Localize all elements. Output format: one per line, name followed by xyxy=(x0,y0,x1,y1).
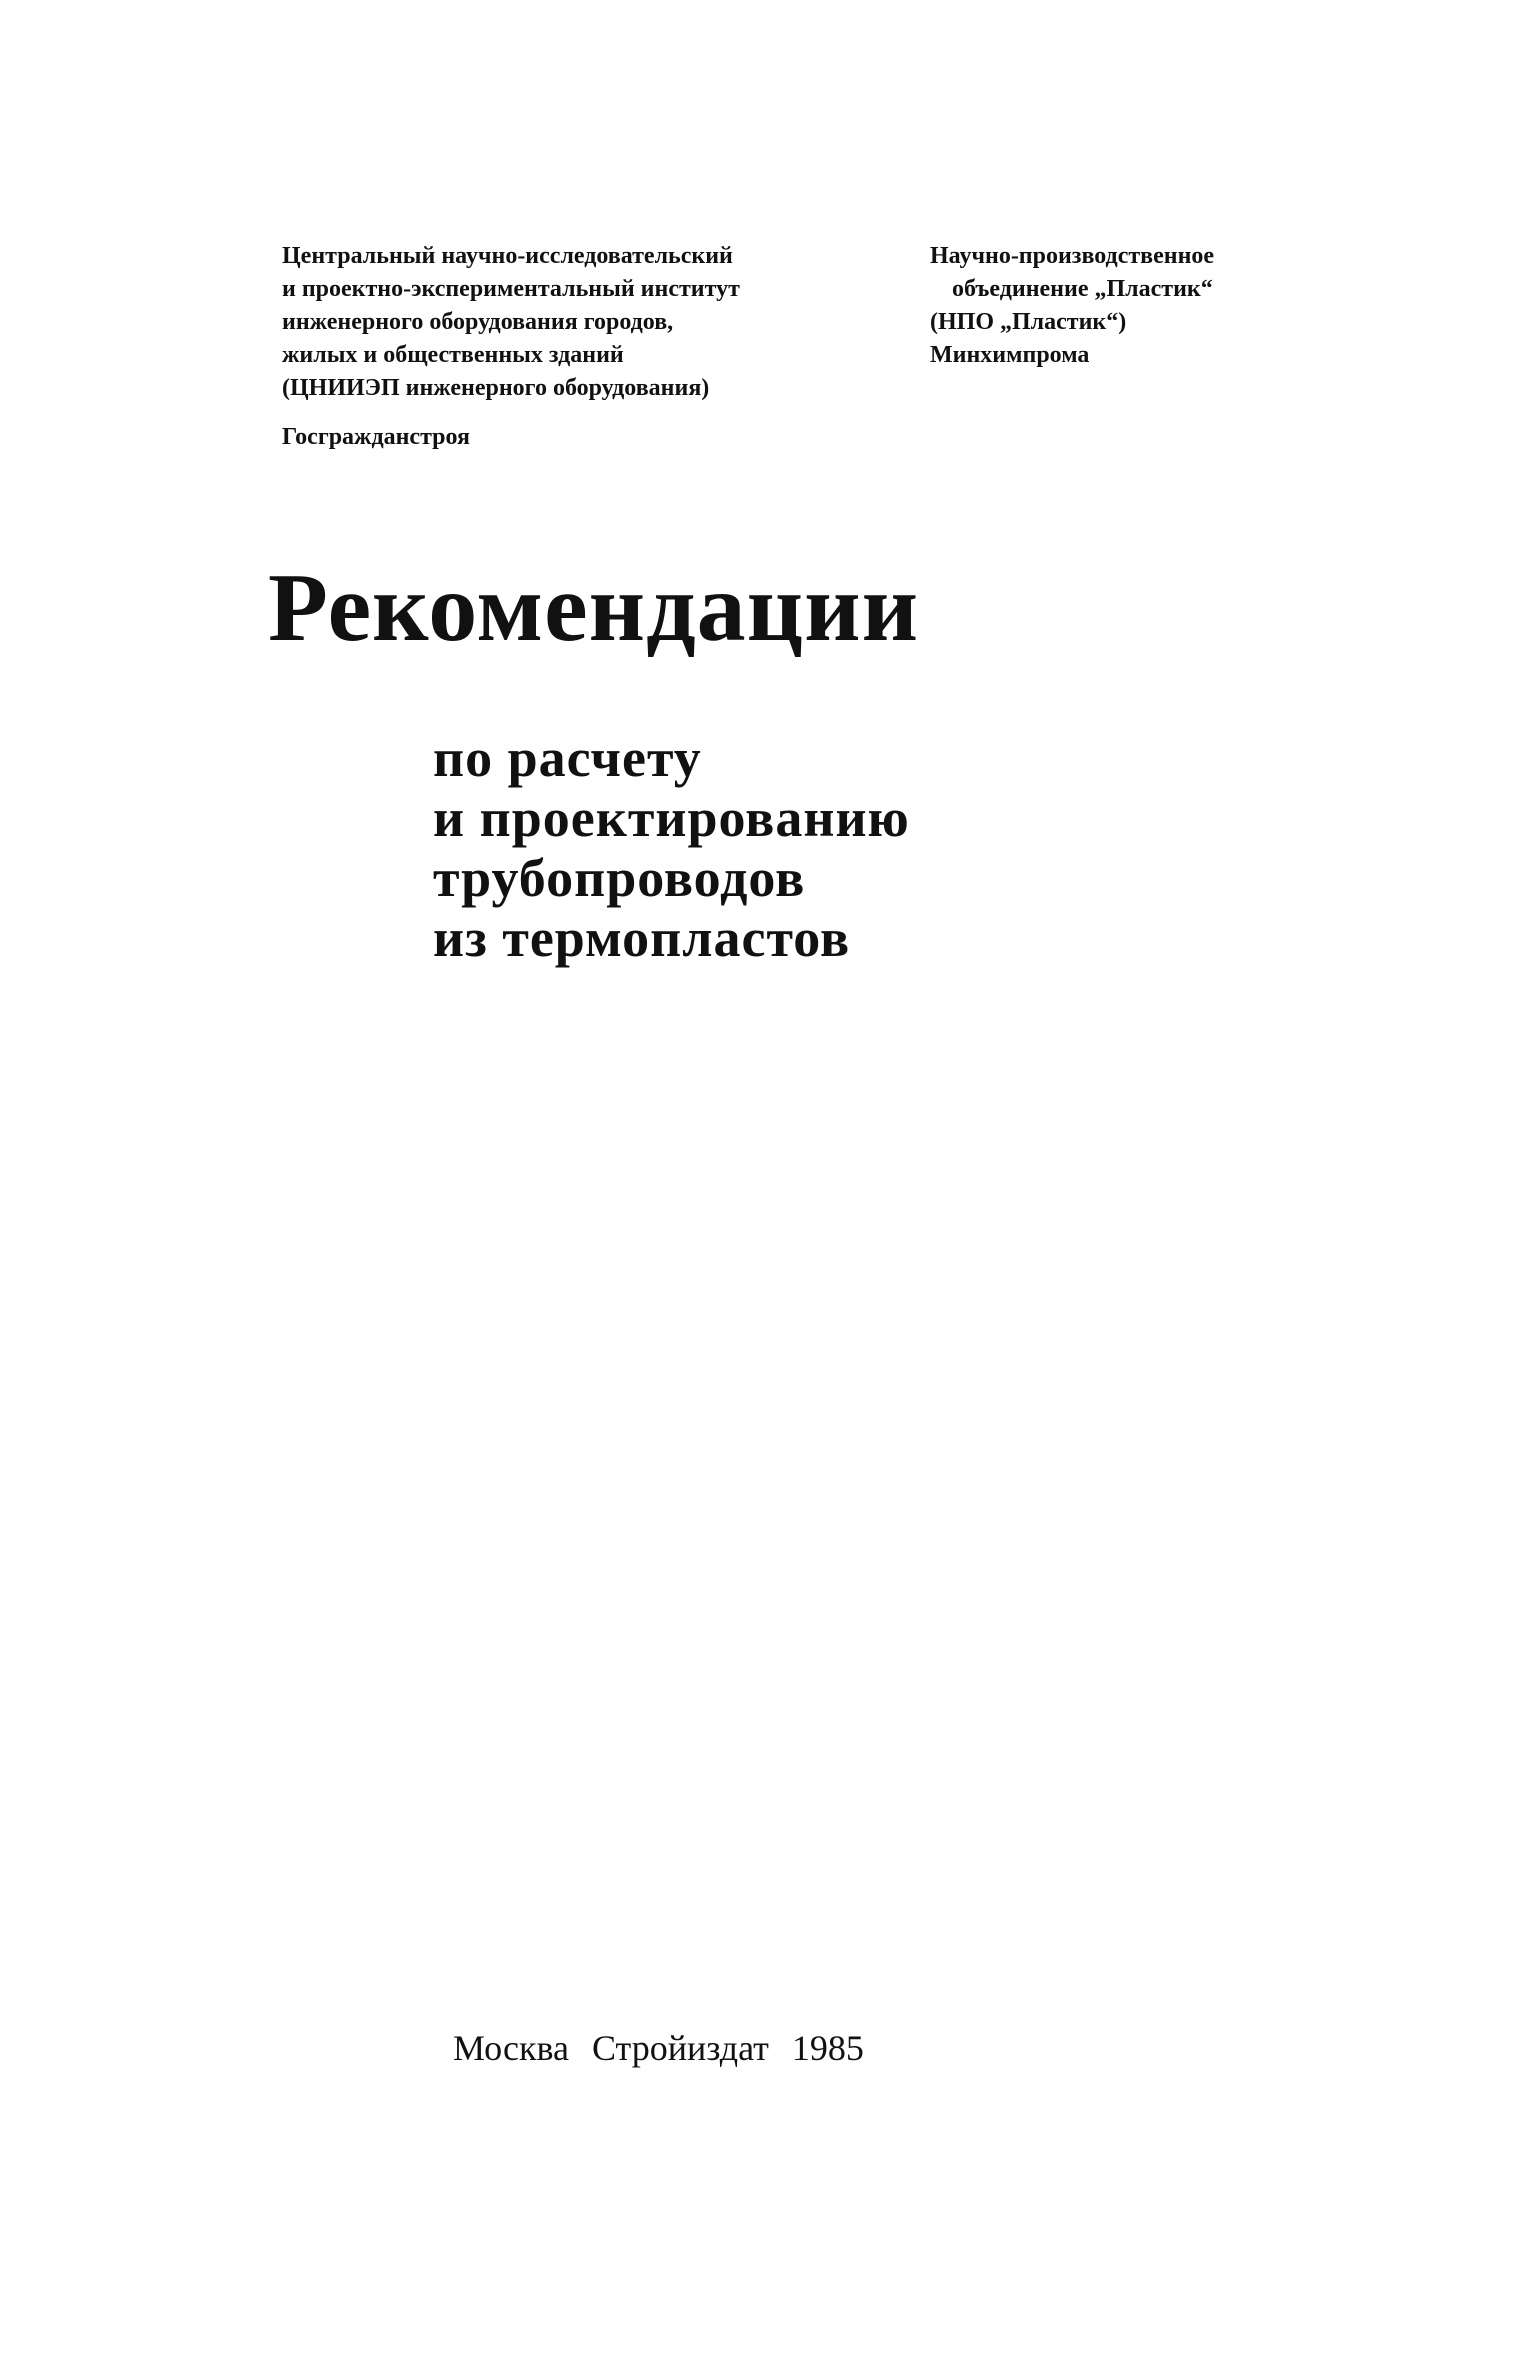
publisher-imprint xyxy=(453,2026,878,2070)
imprint-city: Москва xyxy=(453,2028,569,2068)
subtitle-line: и проектированию xyxy=(433,788,910,848)
association-line: объединение „Пластик“ xyxy=(952,276,1213,302)
institute-ministry: Госгражданстроя xyxy=(282,424,471,450)
institute-line: Центральный научно-исследовательский xyxy=(282,243,733,269)
document-title: Рекомендации xyxy=(268,554,920,662)
association-line: Научно-производственное xyxy=(930,243,1215,269)
imprint-year: 1985 xyxy=(791,2028,864,2068)
association-ministry: Минхимпрома xyxy=(930,342,1090,368)
document-subtitle xyxy=(433,728,910,968)
subtitle-line: по расчету xyxy=(433,728,702,788)
association-abbreviation: (НПО „Пластик“) xyxy=(930,309,1127,335)
imprint-publisher: Стройиздат xyxy=(591,2028,769,2068)
association-name-block xyxy=(930,240,1310,372)
institute-line: и проектно-экспериментальный институт xyxy=(282,276,740,302)
institute-name-block xyxy=(282,240,902,454)
institute-line: жилых и общественных зданий xyxy=(282,342,624,368)
institute-line: (ЦНИИЭП инженерного оборудования) xyxy=(282,375,710,401)
institute-line: инженерного оборудования городов, xyxy=(282,309,674,335)
subtitle-line: трубопроводов xyxy=(433,848,806,908)
subtitle-line: из термопластов xyxy=(433,908,851,968)
